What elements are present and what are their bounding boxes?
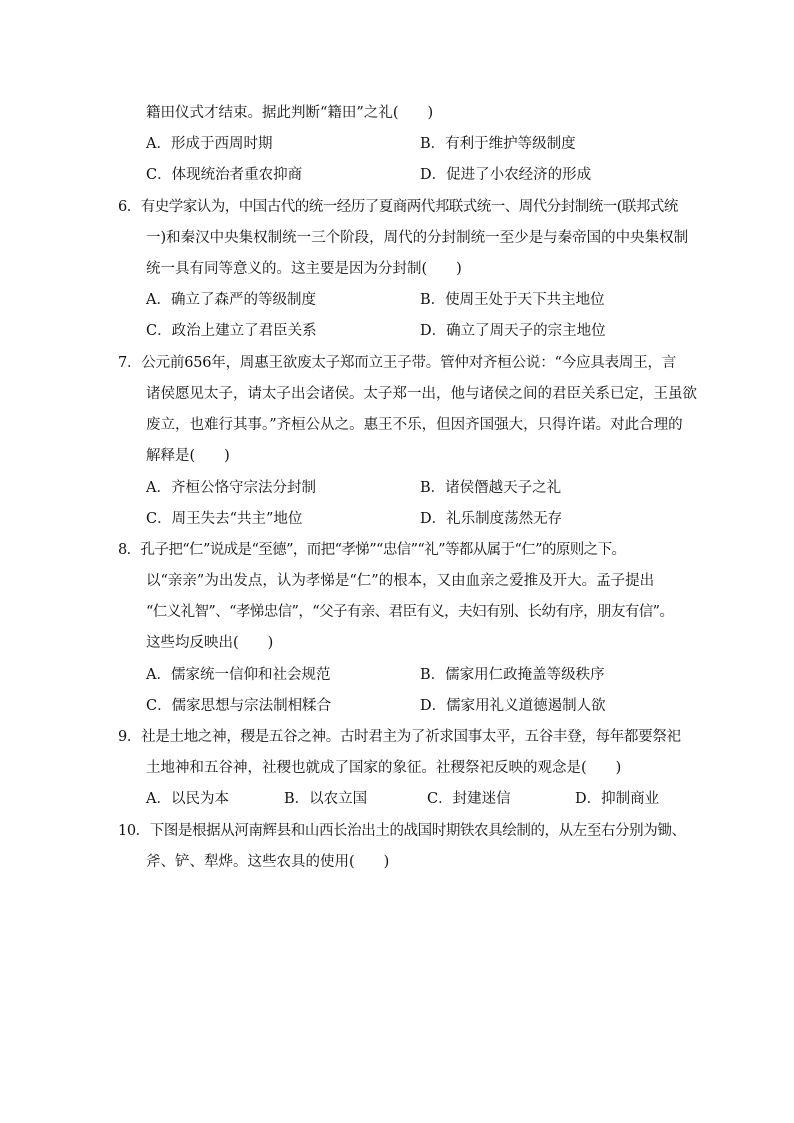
q7-option-b: B．诸侯僭越天子之礼 — [420, 480, 562, 496]
q7-stem-line-3: 废立，也难行其事。”齐桓公从之。惠王不乐，但因齐国强大，只得许诺。对此合理的 — [146, 417, 683, 433]
q5-stem-continuation: 籍田仪式才结束。据此判断“籍田”之礼( ) — [146, 105, 434, 121]
q7-option-a: A．齐桓公恪守宗法分封制 — [146, 480, 316, 496]
q5-option-d: D．促进了小农经济的形成 — [420, 167, 592, 183]
q6-option-b: B．使周王处于天下共主地位 — [420, 292, 605, 308]
q9-option-a: A．以民为本 — [146, 791, 229, 807]
q6-stem-line-2: 一)和秦汉中央集权制统一三个阶段，周代的分封制统一至少是与秦帝国的中央集权制 — [146, 230, 689, 246]
q6-stem-line-1: 6．有史学家认为，中国古代的统一经历了夏商两代邦联式统一、周代分封制统一(联邦式统 — [118, 199, 678, 215]
q9-option-b: B．以农立国 — [284, 791, 368, 807]
q8-option-c: C．儒家思想与宗法制相糅合 — [146, 698, 332, 714]
q8-stem-line-1: 8．孔子把“仁”说成是“至德”，而把“孝悌”“忠信”“礼”等都从属于“仁”的原则之下。 — [118, 542, 626, 558]
q5-option-a: A．形成于西周时期 — [146, 136, 273, 152]
q8-stem-line-4: 这些均反映出( ) — [146, 635, 274, 651]
q10-stem-line-2: 斧、铲、犁烨。这些农具的使用( ) — [146, 854, 390, 870]
q8-option-d: D．儒家用礼义道德遏制人欲 — [420, 698, 606, 714]
q8-option-b: B．儒家用仁政掩盖等级秩序 — [420, 667, 605, 683]
q9-stem-line-1: 9．社是土地之神，稷是五谷之神。古时君主为了祈求国事太平，五谷丰登，每年都要祭祀 — [118, 729, 681, 745]
q6-stem-line-3: 统一具有同等意义的。这主要是因为分封制( ) — [146, 261, 462, 277]
q7-stem-line-1: 7．公元前656年，周惠王欲废太子郑而立王子带。管仲对齐桓公说：“今应具表周王，言 — [118, 355, 677, 371]
q6-option-d: D．确立了周天子的宗主地位 — [420, 323, 606, 339]
q7-option-d: D．礼乐制度荡然无存 — [420, 511, 563, 527]
q9-option-c: C．封建迷信 — [427, 791, 511, 807]
q9-option-d: D．抑制商业 — [575, 791, 660, 807]
q6-option-c: C．政治上建立了君臣关系 — [146, 323, 317, 339]
q5-option-b: B．有利于维护等级制度 — [420, 136, 576, 152]
q8-stem-line-2: 以“亲亲”为出发点，认为孝悌是“仁”的根本，又由血亲之爱推及开大。孟子提出 — [146, 573, 655, 589]
q7-option-c: C．周王失去“共主”地位 — [146, 511, 303, 527]
q8-stem-line-3: “仁义礼智”、“孝悌忠信”，“父子有亲、君臣有义，夫妇有别、长幼有序，朋友有信”。 — [146, 604, 674, 620]
q7-stem-line-2: 诸侯愿见太子，请太子出会诸侯。太子郑一出，他与诸侯之间的君臣关系已定，王虽欲 — [146, 386, 697, 402]
q5-option-c: C．体现统治者重农抑商 — [146, 167, 303, 183]
q6-option-a: A．确立了森严的等级制度 — [146, 292, 316, 308]
q7-stem-line-4: 解释是( ) — [146, 448, 230, 464]
q9-stem-line-2: 土地神和五谷神，社稷也就成了国家的象征。社稷祭祀反映的观念是( ) — [146, 760, 622, 776]
q10-stem-line-1: 10．下图是根据从河南辉县和山西长治出土的战国时期铁农具绘制的，从左至右分别为锄、 — [118, 823, 686, 839]
q8-option-a: A．儒家统一信仰和社会规范 — [146, 667, 331, 683]
